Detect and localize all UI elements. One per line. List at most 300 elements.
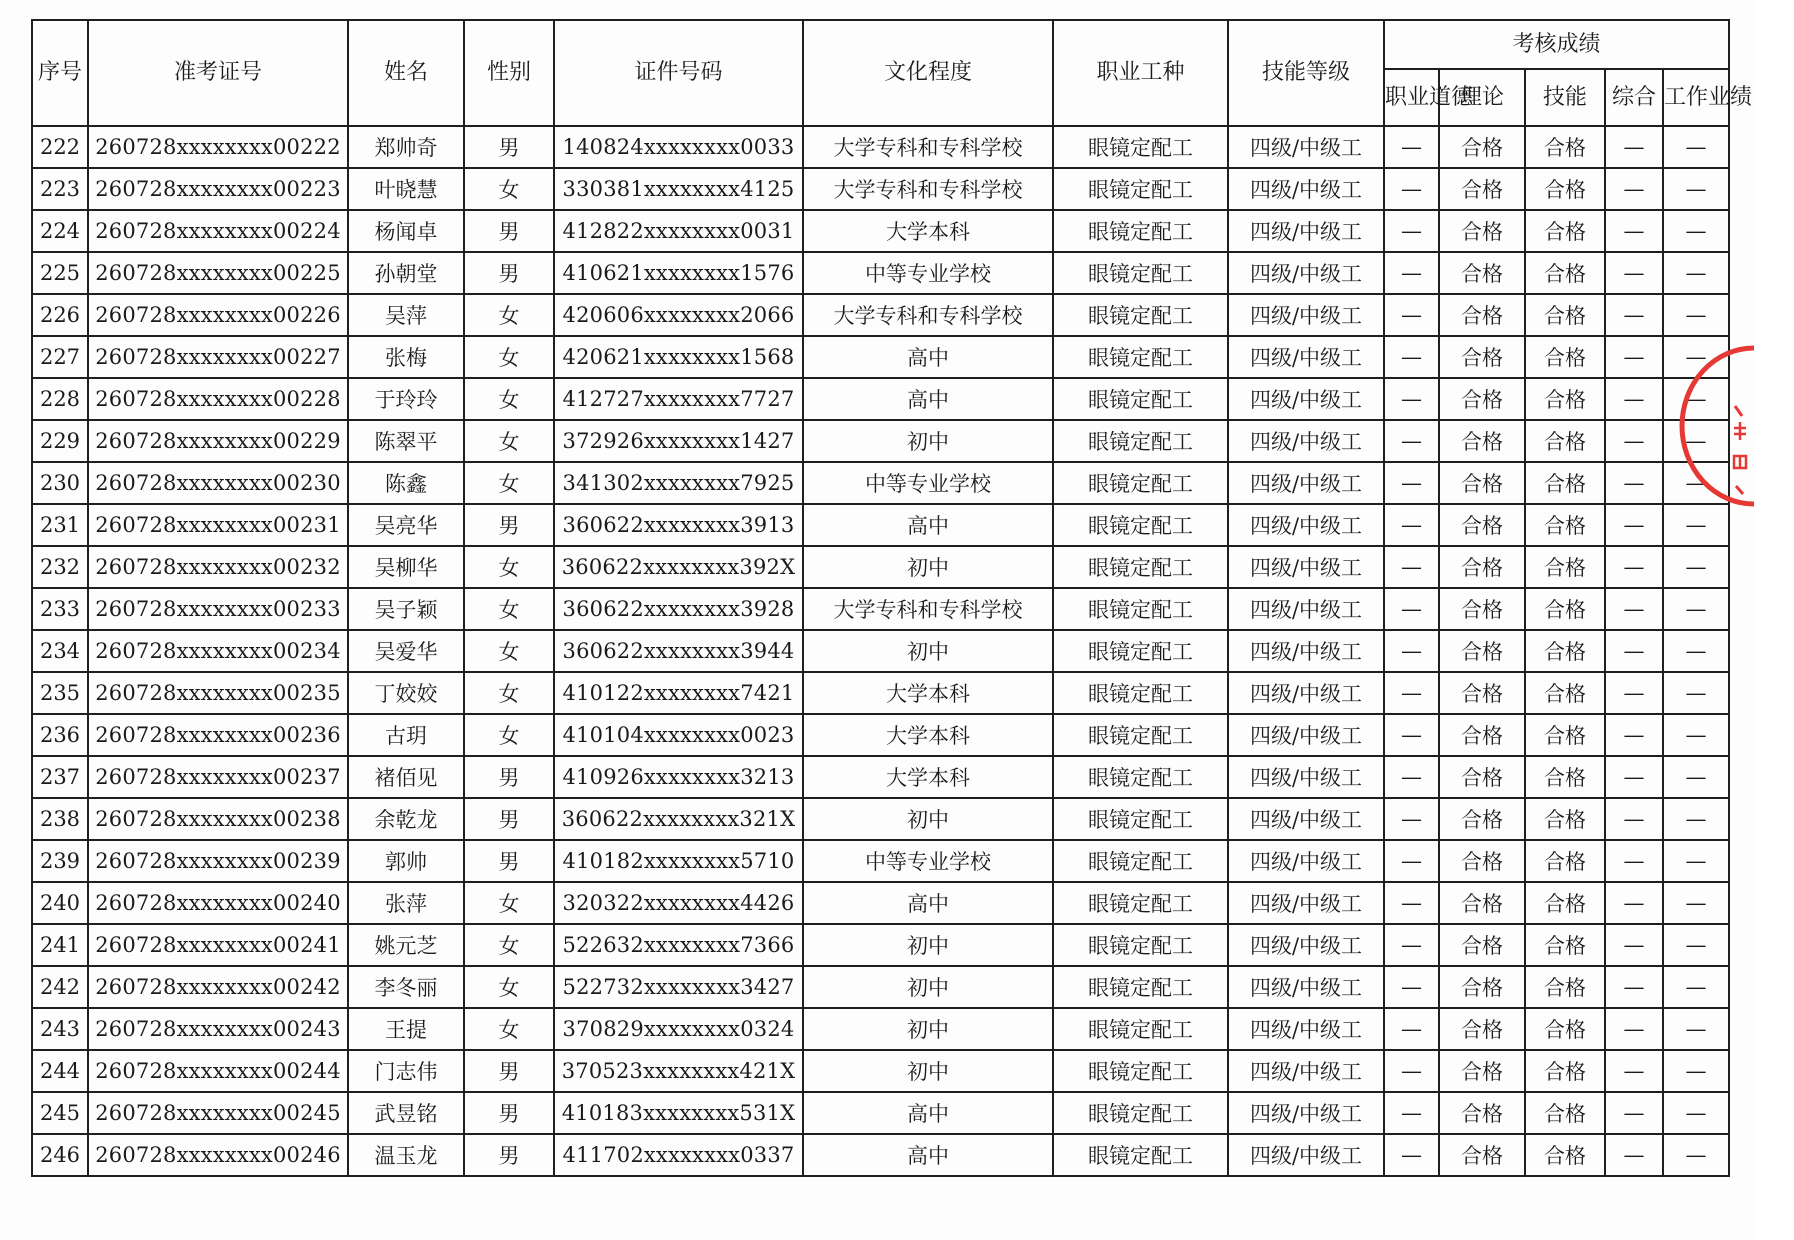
cell-skill-level: 四级/中级工	[1228, 588, 1384, 630]
cell-ethics: —	[1384, 1092, 1439, 1134]
table-row	[32, 168, 1729, 210]
cell-work-performance: —	[1663, 840, 1729, 882]
header-skill-level: 技能等级	[1228, 20, 1384, 126]
cell-comprehensive: —	[1605, 420, 1663, 462]
cell-name: 张萍	[348, 882, 464, 924]
cell-theory: 合格	[1439, 1050, 1525, 1092]
cell-theory: 合格	[1439, 126, 1525, 168]
cell-id-no: 360622xxxxxxxx321X	[554, 798, 803, 840]
table-row	[32, 756, 1729, 798]
table-body	[32, 126, 1729, 1176]
cell-exam-id: 260728xxxxxxxx00238	[88, 798, 348, 840]
cell-skill-level: 四级/中级工	[1228, 798, 1384, 840]
header-ethics: 职业道德	[1384, 69, 1439, 126]
cell-ethics: —	[1384, 420, 1439, 462]
cell-comprehensive: —	[1605, 630, 1663, 672]
cell-theory: 合格	[1439, 336, 1525, 378]
cell-education: 初中	[803, 924, 1053, 966]
cell-comprehensive: —	[1605, 168, 1663, 210]
cell-education: 高中	[803, 1092, 1053, 1134]
cell-id-no: 410183xxxxxxxx531X	[554, 1092, 803, 1134]
cell-gender: 女	[464, 714, 554, 756]
cell-skill-level: 四级/中级工	[1228, 1092, 1384, 1134]
cell-occupation: 眼镜定配工	[1053, 966, 1228, 1008]
cell-ethics: —	[1384, 798, 1439, 840]
cell-work-performance: —	[1663, 378, 1729, 420]
cell-theory: 合格	[1439, 420, 1525, 462]
cell-id-no: 410182xxxxxxxx5710	[554, 840, 803, 882]
cell-seq: 229	[32, 420, 88, 462]
cell-gender: 男	[464, 798, 554, 840]
cell-id-no: 412727xxxxxxxx7727	[554, 378, 803, 420]
cell-work-performance: —	[1663, 924, 1729, 966]
cell-exam-id: 260728xxxxxxxx00230	[88, 462, 348, 504]
cell-skill-level: 四级/中级工	[1228, 546, 1384, 588]
cell-ethics: —	[1384, 840, 1439, 882]
red-seal-stamp	[1714, 336, 1794, 516]
header-gender: 性别	[464, 20, 554, 126]
cell-skill-level: 四级/中级工	[1228, 252, 1384, 294]
cell-theory: 合格	[1439, 840, 1525, 882]
cell-ethics: —	[1384, 588, 1439, 630]
cell-occupation: 眼镜定配工	[1053, 1092, 1228, 1134]
cell-gender: 女	[464, 882, 554, 924]
cell-skill: 合格	[1525, 840, 1605, 882]
cell-id-no: 410621xxxxxxxx1576	[554, 252, 803, 294]
cell-id-no: 360622xxxxxxxx3928	[554, 588, 803, 630]
cell-theory: 合格	[1439, 1092, 1525, 1134]
cell-ethics: —	[1384, 714, 1439, 756]
cell-work-performance: —	[1663, 714, 1729, 756]
table-row	[32, 420, 1729, 462]
cell-seq: 230	[32, 462, 88, 504]
cell-skill: 合格	[1525, 1134, 1605, 1176]
cell-occupation: 眼镜定配工	[1053, 378, 1228, 420]
cell-ethics: —	[1384, 546, 1439, 588]
cell-comprehensive: —	[1605, 1092, 1663, 1134]
table-row	[32, 126, 1729, 168]
cell-name: 李冬丽	[348, 966, 464, 1008]
cell-occupation: 眼镜定配工	[1053, 252, 1228, 294]
cell-skill-level: 四级/中级工	[1228, 126, 1384, 168]
cell-education: 大学专科和专科学校	[803, 126, 1053, 168]
cell-id-no: 360622xxxxxxxx392X	[554, 546, 803, 588]
cell-gender: 女	[464, 924, 554, 966]
cell-skill: 合格	[1525, 756, 1605, 798]
cell-seq: 245	[32, 1092, 88, 1134]
cell-occupation: 眼镜定配工	[1053, 210, 1228, 252]
cell-occupation: 眼镜定配工	[1053, 168, 1228, 210]
cell-gender: 女	[464, 588, 554, 630]
cell-ethics: —	[1384, 882, 1439, 924]
cell-ethics: —	[1384, 126, 1439, 168]
cell-skill-level: 四级/中级工	[1228, 1050, 1384, 1092]
cell-skill-level: 四级/中级工	[1228, 168, 1384, 210]
cell-name: 古玥	[348, 714, 464, 756]
cell-theory: 合格	[1439, 756, 1525, 798]
cell-work-performance: —	[1663, 588, 1729, 630]
cell-skill-level: 四级/中级工	[1228, 420, 1384, 462]
cell-occupation: 眼镜定配工	[1053, 756, 1228, 798]
cell-skill: 合格	[1525, 798, 1605, 840]
cell-theory: 合格	[1439, 462, 1525, 504]
cell-name: 余乾龙	[348, 798, 464, 840]
cell-name: 郑帅奇	[348, 126, 464, 168]
cell-exam-id: 260728xxxxxxxx00227	[88, 336, 348, 378]
cell-id-no: 330381xxxxxxxx4125	[554, 168, 803, 210]
cell-work-performance: —	[1663, 504, 1729, 546]
cell-name: 叶晓慧	[348, 168, 464, 210]
cell-comprehensive: —	[1605, 588, 1663, 630]
table-row	[32, 336, 1729, 378]
table-row	[32, 714, 1729, 756]
cell-skill-level: 四级/中级工	[1228, 210, 1384, 252]
cell-name: 孙朝堂	[348, 252, 464, 294]
cell-theory: 合格	[1439, 210, 1525, 252]
header-work-performance: 工作业绩	[1663, 69, 1729, 126]
cell-skill: 合格	[1525, 882, 1605, 924]
cell-theory: 合格	[1439, 924, 1525, 966]
cell-theory: 合格	[1439, 882, 1525, 924]
cell-id-no: 411702xxxxxxxx0337	[554, 1134, 803, 1176]
cell-name: 吴爱华	[348, 630, 464, 672]
cell-exam-id: 260728xxxxxxxx00232	[88, 546, 348, 588]
cell-occupation: 眼镜定配工	[1053, 672, 1228, 714]
header-assessment: 考核成绩	[1384, 20, 1729, 69]
cell-name: 吴亮华	[348, 504, 464, 546]
cell-work-performance: —	[1663, 882, 1729, 924]
cell-work-performance: —	[1663, 462, 1729, 504]
cell-theory: 合格	[1439, 588, 1525, 630]
cell-skill: 合格	[1525, 252, 1605, 294]
cell-occupation: 眼镜定配工	[1053, 588, 1228, 630]
cell-education: 大学专科和专科学校	[803, 168, 1053, 210]
cell-skill: 合格	[1525, 672, 1605, 714]
cell-id-no: 320322xxxxxxxx4426	[554, 882, 803, 924]
cell-theory: 合格	[1439, 966, 1525, 1008]
table-row	[32, 1134, 1729, 1176]
cell-work-performance: —	[1663, 966, 1729, 1008]
cell-theory: 合格	[1439, 714, 1525, 756]
cell-ethics: —	[1384, 504, 1439, 546]
header-row-top	[32, 20, 1729, 69]
cell-gender: 女	[464, 546, 554, 588]
cell-gender: 女	[464, 294, 554, 336]
cell-exam-id: 260728xxxxxxxx00224	[88, 210, 348, 252]
header-seq: 序号	[32, 20, 88, 126]
cell-comprehensive: —	[1605, 672, 1663, 714]
cell-education: 大学本科	[803, 714, 1053, 756]
cell-theory: 合格	[1439, 1008, 1525, 1050]
cell-name: 吴柳华	[348, 546, 464, 588]
cell-seq: 241	[32, 924, 88, 966]
header-education: 文化程度	[803, 20, 1053, 126]
cell-skill-level: 四级/中级工	[1228, 966, 1384, 1008]
cell-exam-id: 260728xxxxxxxx00233	[88, 588, 348, 630]
cell-ethics: —	[1384, 252, 1439, 294]
cell-comprehensive: —	[1605, 756, 1663, 798]
cell-id-no: 410104xxxxxxxx0023	[554, 714, 803, 756]
cell-work-performance: —	[1663, 1092, 1729, 1134]
cell-skill-level: 四级/中级工	[1228, 378, 1384, 420]
cell-work-performance: —	[1663, 420, 1729, 462]
cell-comprehensive: —	[1605, 840, 1663, 882]
cell-exam-id: 260728xxxxxxxx00242	[88, 966, 348, 1008]
cell-gender: 女	[464, 630, 554, 672]
cell-name: 张梅	[348, 336, 464, 378]
cell-name: 吴萍	[348, 294, 464, 336]
cell-skill-level: 四级/中级工	[1228, 1134, 1384, 1176]
header-theory: 理论	[1439, 69, 1525, 126]
cell-comprehensive: —	[1605, 210, 1663, 252]
cell-education: 初中	[803, 966, 1053, 1008]
cell-id-no: 410122xxxxxxxx7421	[554, 672, 803, 714]
table-row	[32, 840, 1729, 882]
cell-gender: 男	[464, 840, 554, 882]
cell-seq: 243	[32, 1008, 88, 1050]
cell-occupation: 眼镜定配工	[1053, 1008, 1228, 1050]
cell-comprehensive: —	[1605, 336, 1663, 378]
cell-seq: 235	[32, 672, 88, 714]
cell-seq: 244	[32, 1050, 88, 1092]
cell-education: 大学本科	[803, 672, 1053, 714]
cell-gender: 男	[464, 756, 554, 798]
cell-seq: 236	[32, 714, 88, 756]
cell-seq: 237	[32, 756, 88, 798]
cell-exam-id: 260728xxxxxxxx00243	[88, 1008, 348, 1050]
cell-comprehensive: —	[1605, 1008, 1663, 1050]
cell-occupation: 眼镜定配工	[1053, 336, 1228, 378]
cell-gender: 女	[464, 378, 554, 420]
cell-occupation: 眼镜定配工	[1053, 462, 1228, 504]
cell-education: 初中	[803, 1008, 1053, 1050]
cell-exam-id: 260728xxxxxxxx00222	[88, 126, 348, 168]
cell-comprehensive: —	[1605, 126, 1663, 168]
cell-skill-level: 四级/中级工	[1228, 882, 1384, 924]
cell-comprehensive: —	[1605, 1050, 1663, 1092]
cell-work-performance: —	[1663, 756, 1729, 798]
cell-gender: 女	[464, 966, 554, 1008]
cell-skill: 合格	[1525, 294, 1605, 336]
cell-comprehensive: —	[1605, 462, 1663, 504]
cell-skill: 合格	[1525, 588, 1605, 630]
cell-work-performance: —	[1663, 210, 1729, 252]
cell-theory: 合格	[1439, 168, 1525, 210]
cell-skill-level: 四级/中级工	[1228, 462, 1384, 504]
cell-id-no: 410926xxxxxxxx3213	[554, 756, 803, 798]
cell-gender: 男	[464, 210, 554, 252]
cell-skill-level: 四级/中级工	[1228, 336, 1384, 378]
cell-work-performance: —	[1663, 1134, 1729, 1176]
cell-exam-id: 260728xxxxxxxx00244	[88, 1050, 348, 1092]
cell-skill-level: 四级/中级工	[1228, 924, 1384, 966]
cell-education: 高中	[803, 336, 1053, 378]
cell-education: 高中	[803, 882, 1053, 924]
header-exam-id: 准考证号	[88, 20, 348, 126]
cell-skill-level: 四级/中级工	[1228, 630, 1384, 672]
cell-name: 姚元芝	[348, 924, 464, 966]
cell-seq: 234	[32, 630, 88, 672]
table-row	[32, 1050, 1729, 1092]
cell-education: 大学专科和专科学校	[803, 588, 1053, 630]
cell-gender: 女	[464, 336, 554, 378]
cell-gender: 男	[464, 1092, 554, 1134]
cell-ethics: —	[1384, 924, 1439, 966]
header-id-no: 证件号码	[554, 20, 803, 126]
cell-exam-id: 260728xxxxxxxx00223	[88, 168, 348, 210]
table-header	[32, 20, 1753, 126]
cell-theory: 合格	[1439, 546, 1525, 588]
cell-theory: 合格	[1439, 672, 1525, 714]
cell-name: 杨闻卓	[348, 210, 464, 252]
cell-name: 门志伟	[348, 1050, 464, 1092]
cell-name: 武昱铭	[348, 1092, 464, 1134]
cell-seq: 242	[32, 966, 88, 1008]
cell-exam-id: 260728xxxxxxxx00236	[88, 714, 348, 756]
cell-exam-id: 260728xxxxxxxx00241	[88, 924, 348, 966]
cell-occupation: 眼镜定配工	[1053, 924, 1228, 966]
cell-skill: 合格	[1525, 1008, 1605, 1050]
cell-seq: 225	[32, 252, 88, 294]
cell-theory: 合格	[1439, 252, 1525, 294]
cell-name: 丁姣姣	[348, 672, 464, 714]
cell-occupation: 眼镜定配工	[1053, 798, 1228, 840]
cell-seq: 239	[32, 840, 88, 882]
cell-work-performance: —	[1663, 1008, 1729, 1050]
cell-skill: 合格	[1525, 1050, 1605, 1092]
cell-name: 陈翠平	[348, 420, 464, 462]
table-row	[32, 798, 1729, 840]
cell-name: 温玉龙	[348, 1134, 464, 1176]
cell-id-no: 360622xxxxxxxx3944	[554, 630, 803, 672]
cell-skill: 合格	[1525, 126, 1605, 168]
cell-ethics: —	[1384, 1008, 1439, 1050]
cell-theory: 合格	[1439, 378, 1525, 420]
cell-skill-level: 四级/中级工	[1228, 672, 1384, 714]
cell-skill-level: 四级/中级工	[1228, 504, 1384, 546]
cell-comprehensive: —	[1605, 546, 1663, 588]
cell-education: 初中	[803, 546, 1053, 588]
cell-ethics: —	[1384, 672, 1439, 714]
cell-comprehensive: —	[1605, 798, 1663, 840]
cell-education: 中等专业学校	[803, 252, 1053, 294]
cell-skill: 合格	[1525, 210, 1605, 252]
cell-comprehensive: —	[1605, 378, 1663, 420]
cell-theory: 合格	[1439, 798, 1525, 840]
cell-exam-id: 260728xxxxxxxx00245	[88, 1092, 348, 1134]
cell-education: 大学专科和专科学校	[803, 294, 1053, 336]
cell-seq: 223	[32, 168, 88, 210]
cell-theory: 合格	[1439, 294, 1525, 336]
cell-exam-id: 260728xxxxxxxx00231	[88, 504, 348, 546]
cell-occupation: 眼镜定配工	[1053, 546, 1228, 588]
cell-name: 郭帅	[348, 840, 464, 882]
table-row	[32, 1092, 1729, 1134]
cell-education: 大学本科	[803, 756, 1053, 798]
table-row	[32, 1008, 1729, 1050]
cell-skill: 合格	[1525, 336, 1605, 378]
cell-exam-id: 260728xxxxxxxx00234	[88, 630, 348, 672]
cell-ethics: —	[1384, 462, 1439, 504]
cell-exam-id: 260728xxxxxxxx00226	[88, 294, 348, 336]
cell-skill: 合格	[1525, 420, 1605, 462]
cell-work-performance: —	[1663, 630, 1729, 672]
cell-theory: 合格	[1439, 1134, 1525, 1176]
cell-gender: 女	[464, 420, 554, 462]
table-row	[32, 924, 1729, 966]
cell-ethics: —	[1384, 294, 1439, 336]
cell-comprehensive: —	[1605, 882, 1663, 924]
cell-comprehensive: —	[1605, 294, 1663, 336]
cell-skill-level: 四级/中级工	[1228, 714, 1384, 756]
header-skill: 技能	[1525, 69, 1605, 126]
cell-occupation: 眼镜定配工	[1053, 882, 1228, 924]
cell-work-performance: —	[1663, 294, 1729, 336]
cell-skill: 合格	[1525, 924, 1605, 966]
table-row	[32, 462, 1729, 504]
table-row	[32, 294, 1729, 336]
cell-gender: 女	[464, 462, 554, 504]
cell-ethics: —	[1384, 336, 1439, 378]
cell-ethics: —	[1384, 210, 1439, 252]
cell-name: 褚佰见	[348, 756, 464, 798]
cell-occupation: 眼镜定配工	[1053, 504, 1228, 546]
cell-seq: 224	[32, 210, 88, 252]
cell-exam-id: 260728xxxxxxxx00240	[88, 882, 348, 924]
cell-education: 初中	[803, 798, 1053, 840]
cell-name: 于玲玲	[348, 378, 464, 420]
table-row	[32, 210, 1729, 252]
cell-seq: 233	[32, 588, 88, 630]
cell-occupation: 眼镜定配工	[1053, 126, 1228, 168]
cell-seq: 227	[32, 336, 88, 378]
cell-exam-id: 260728xxxxxxxx00235	[88, 672, 348, 714]
cell-skill: 合格	[1525, 714, 1605, 756]
cell-id-no: 522732xxxxxxxx3427	[554, 966, 803, 1008]
cell-skill-level: 四级/中级工	[1228, 840, 1384, 882]
table-row	[32, 546, 1729, 588]
cell-id-no: 360622xxxxxxxx3913	[554, 504, 803, 546]
table-row	[32, 672, 1729, 714]
cell-comprehensive: —	[1605, 714, 1663, 756]
cell-education: 中等专业学校	[803, 840, 1053, 882]
cell-ethics: —	[1384, 966, 1439, 1008]
cell-work-performance: —	[1663, 1050, 1729, 1092]
cell-seq: 228	[32, 378, 88, 420]
cell-ethics: —	[1384, 1134, 1439, 1176]
cell-ethics: —	[1384, 378, 1439, 420]
cell-seq: 231	[32, 504, 88, 546]
cell-name: 王提	[348, 1008, 464, 1050]
cell-skill: 合格	[1525, 462, 1605, 504]
cell-seq: 222	[32, 126, 88, 168]
table-row	[32, 966, 1729, 1008]
cell-exam-id: 260728xxxxxxxx00228	[88, 378, 348, 420]
cell-id-no: 140824xxxxxxxx0033	[554, 126, 803, 168]
cell-occupation: 眼镜定配工	[1053, 1134, 1228, 1176]
cell-theory: 合格	[1439, 630, 1525, 672]
cell-ethics: —	[1384, 630, 1439, 672]
cell-comprehensive: —	[1605, 924, 1663, 966]
cell-education: 初中	[803, 420, 1053, 462]
cell-occupation: 眼镜定配工	[1053, 1050, 1228, 1092]
cell-exam-id: 260728xxxxxxxx00237	[88, 756, 348, 798]
cell-skill: 合格	[1525, 1092, 1605, 1134]
cell-id-no: 370829xxxxxxxx0324	[554, 1008, 803, 1050]
cell-skill: 合格	[1525, 168, 1605, 210]
cell-occupation: 眼镜定配工	[1053, 840, 1228, 882]
cell-ethics: —	[1384, 168, 1439, 210]
